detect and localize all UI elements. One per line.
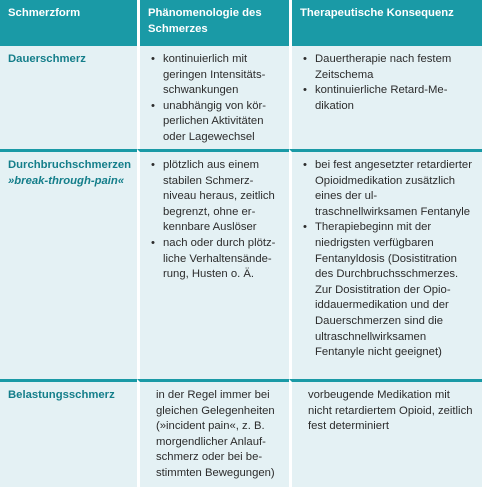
cell-text: vorbeugende Medikation mit nicht retardiertem Opioid, zeitlich fest determiniert	[308, 389, 473, 433]
bullet-list	[148, 52, 281, 146]
row-belastung-form	[0, 379, 137, 487]
form-label: Durchbruchschmerzen	[8, 159, 132, 171]
row-durchbruch-form	[0, 149, 137, 379]
list-item: • kontinuierlich mit geringen Intensitätsschwankungen	[148, 52, 281, 99]
header-label: Therapeutische Konsequenz	[300, 7, 454, 19]
row-belastung-phenomenology	[137, 379, 289, 487]
list-item: • kontinuierliche Retard-Medikation	[300, 83, 474, 114]
list-item: • Dauertherapie nach festem Zeitschema	[300, 52, 474, 83]
row-durchbruch-phenomenology	[137, 149, 289, 379]
row-durchbruch-consequence	[289, 149, 482, 379]
header-label: Schmerzes	[148, 22, 208, 35]
header-label: Schmerzform	[8, 7, 81, 19]
header-label: Phänomenologie des	[148, 7, 262, 19]
header-schmerzform	[0, 0, 137, 46]
list-item: • bei fest angesetzter retardierter Opioidmedikation zusätzlich eines der ultraschnellwirksamen Fentanyle	[300, 158, 474, 220]
form-sublabel: »break-through-pain«	[8, 174, 125, 187]
list-item: • Therapiebeginn mit der niedrigsten verfügbaren Fentanyldosis (Dosistitration des Durchbruchsschmerzes. Zur Dosistitration der Opioiddauermedikation und der Dauerschmerzen sind die ultraschnellwirksamen Fentanyle nicht geeignet)	[300, 220, 474, 360]
list-item: • unabhängig von körperlichen Aktivitäten oder Lagewechsel	[148, 99, 281, 146]
bullet-list	[300, 158, 474, 361]
row-dauerschmerz-form	[0, 46, 137, 149]
form-label: Dauerschmerz	[8, 53, 86, 65]
list-item: • plötzlich aus einem stabilen Schmerzniveau heraus, zeitlich begrenzt, ohne erkennbare Auslöser	[148, 158, 281, 236]
list-item: • nach oder durch plötzliche Verhaltensänderung, Husten o. Ä.	[148, 236, 281, 283]
header-phaenomenologie	[137, 0, 289, 46]
row-dauerschmerz-consequence	[289, 46, 482, 149]
cell-text: in der Regel immer bei gleichen Gelegenheiten (»incident pain«, z. B. morgendlicher Anlaufschmerz oder bei bestimmten Bewegungen)	[156, 389, 275, 479]
form-label: Belastungsschmerz	[8, 389, 115, 401]
bullet-list	[300, 52, 474, 114]
row-dauerschmerz-phenomenology	[137, 46, 289, 149]
header-konsequenz	[289, 0, 482, 46]
bullet-list	[148, 158, 281, 283]
row-belastung-consequence	[289, 379, 482, 487]
